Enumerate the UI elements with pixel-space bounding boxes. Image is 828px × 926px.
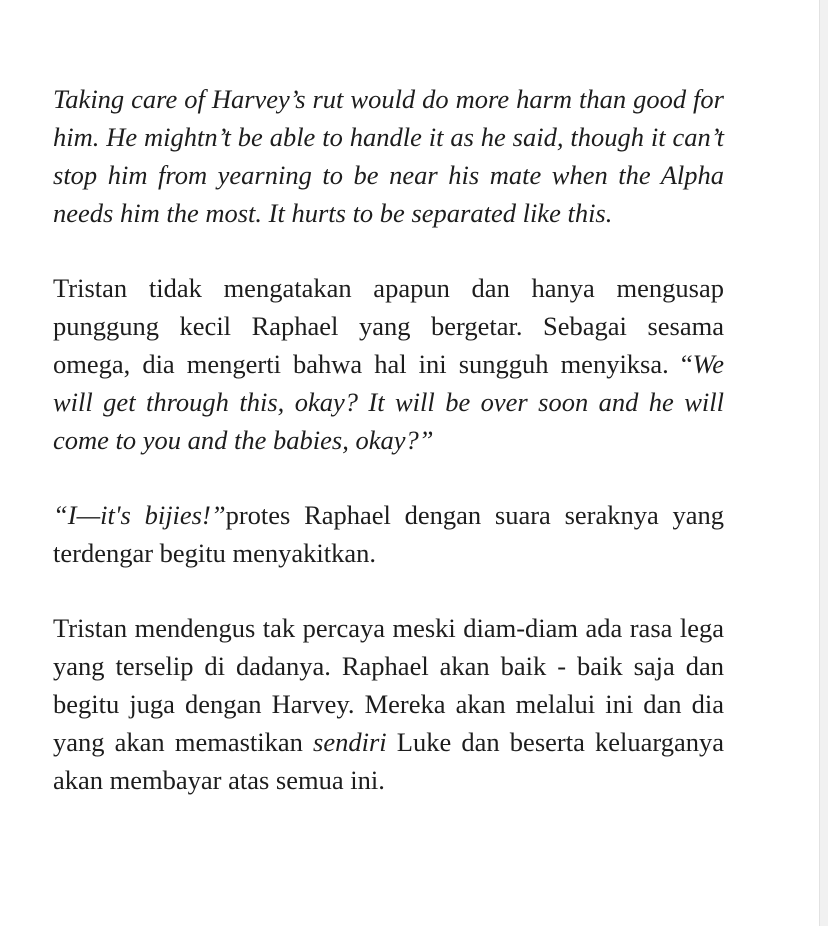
paragraph-1-text: Taking care of Harvey’s rut would do more harm than good for him. He mightn’t be able to handle it as he said, though it can’t stop him from yearning to be near his mate when the Alpha needs him the most. It hurts to be separated like this. — [53, 84, 724, 228]
paragraph-2-quote-mark: “ — [680, 349, 693, 379]
document-body — [53, 80, 724, 799]
paragraph-3-narration: protes Raphael dengan suara seraknya yang terdengar begitu menyakitkan. — [53, 500, 724, 568]
paragraph-2-dialogue: We will get through this, okay? It will be over soon and he will come to you and the babies, okay?” — [53, 349, 724, 455]
paragraph-3 — [53, 496, 724, 572]
paragraph-4 — [53, 609, 724, 799]
paragraph-1 — [53, 80, 724, 232]
paragraph-2-narration: Tristan tidak mengatakan apapun dan hanya mengusap punggung kecil Raphael yang bergetar. Sebagai sesama omega, dia mengerti bahwa hal ini sungguh menyiksa. — [53, 273, 724, 379]
paragraph-4-text-end: Luke dan beserta keluarganya akan membayar atas semua ini. — [53, 727, 724, 795]
paragraph-2 — [53, 269, 724, 459]
paragraph-4-text-start: Tristan mendengus tak percaya meski diam-diam ada rasa lega yang terselip di dadanya. Raphael akan baik - baik saja dan begitu juga dengan Harvey. Mereka akan melalui ini dan dia yang akan memastikan — [53, 613, 724, 757]
paragraph-3-dialogue: “I—it's bijies!” — [53, 500, 226, 530]
paragraph-4-emphasis: sendiri — [313, 727, 387, 757]
page-edge — [819, 0, 828, 926]
